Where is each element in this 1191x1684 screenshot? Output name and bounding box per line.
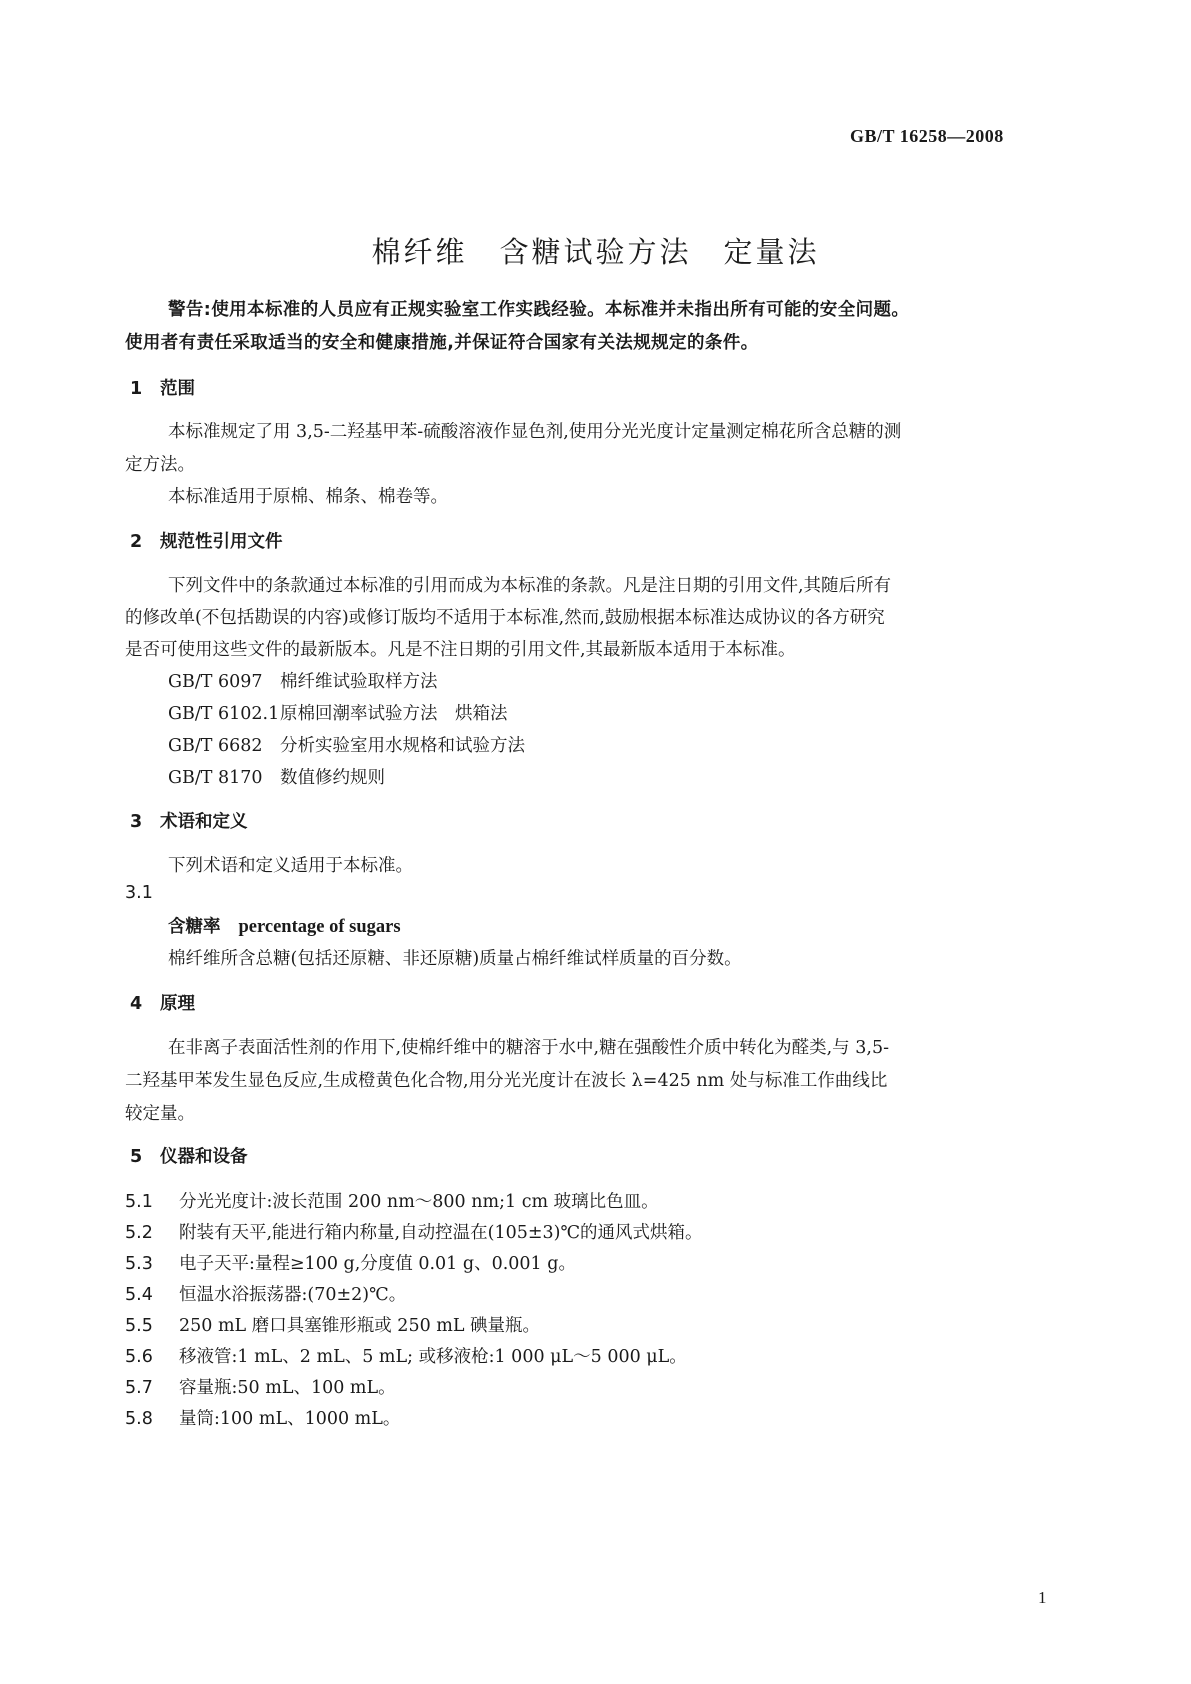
item-number: 5.1 [125,1192,153,1212]
section-number: 4 [130,994,143,1014]
section-title: 范围 [160,379,195,399]
paragraph-line: 本标准规定了用 3,5-二羟基甲苯-硫酸溶液作显色剂,使用分光光度计定量测定棉花所含总糖的测 [168,422,902,442]
reference-title: 棉纤维试验取样方法 [280,672,438,692]
item-text: 恒温水浴振荡器:(70±2)℃。 [179,1285,407,1305]
reference-item [168,700,508,725]
item-text: 分光光度计:波长范围 200 nm～800 nm;1 cm 玻璃比色皿。 [179,1192,659,1212]
reference-title: 原棉回潮率试验方法 烘箱法 [280,704,508,724]
item-text: 250 mL 磨口具塞锥形瓶或 250 mL 碘量瓶。 [179,1316,541,1336]
section-4-heading [130,990,195,1015]
reference-code: GB/T 8170 [168,768,263,788]
reference-code: GB/T 6102.1 [168,704,280,724]
paragraph-line: 本标准适用于原棉、棉条、棉卷等。 [168,487,448,507]
reference-code: GB/T 6682 [168,736,263,756]
document-title: 棉纤维 含糖试验方法 定量法 [371,235,820,269]
paragraph-line: 下列文件中的条款通过本标准的引用而成为本标准的条款。凡是注日期的引用文件,其随后所有 [168,576,892,596]
paragraph-line: 是否可使用这些文件的最新版本。凡是不注日期的引用文件,其最新版本适用于本标准。 [125,640,796,660]
section-number: 3 [130,812,143,832]
warning-line-1: 警告:使用本标准的人员应有正规实验室工作实践经验。本标准并未指出所有可能的安全问题。 [168,300,910,320]
item-number: 5.7 [125,1378,153,1398]
equipment-item [125,1188,659,1213]
paragraph-line: 定方法。 [125,455,195,475]
term-entry [168,913,401,938]
item-text: 容量瓶:50 mL、100 mL。 [179,1378,396,1398]
equipment-item [125,1374,396,1399]
term-english: percentage of sugars [238,917,401,937]
section-title: 仪器和设备 [160,1147,248,1167]
reference-title: 分析实验室用水规格和试验方法 [280,736,525,756]
item-text: 移液管:1 mL、2 mL、5 mL; 或移液枪:1 000 μL～5 000 μL。 [179,1347,687,1367]
item-number: 5.6 [125,1347,153,1367]
equipment-item [125,1405,400,1430]
section-title: 原理 [160,994,195,1014]
paragraph-line: 在非离子表面活性剂的作用下,使棉纤维中的糖溶于水中,糖在强酸性介质中转化为醛类,与 3,5- [168,1038,889,1058]
reference-code: GB/T 6097 [168,672,263,692]
equipment-item [125,1312,540,1337]
equipment-item [125,1250,576,1275]
reference-item [168,764,385,789]
paragraph-line: 下列术语和定义适用于本标准。 [168,856,413,876]
reference-title: 数值修约规则 [280,768,385,788]
paragraph-line: 二羟基甲苯发生显色反应,生成橙黄色化合物,用分光光度计在波长 λ=425 nm 处与标准工作曲线比 [125,1071,888,1091]
page-number: 1 [1038,1588,1047,1607]
paragraph-line: 较定量。 [125,1104,195,1124]
item-text: 附装有天平,能进行箱内称量,自动控温在(105±3)℃的通风式烘箱。 [179,1223,703,1243]
section-1-heading [130,375,195,400]
item-number: 5.8 [125,1409,153,1429]
item-text: 量筒:100 mL、1000 mL。 [179,1409,401,1429]
item-text: 电子天平:量程≥100 g,分度值 0.01 g、0.001 g。 [179,1254,576,1274]
section-title: 规范性引用文件 [160,532,283,552]
item-number: 5.4 [125,1285,153,1305]
equipment-item [125,1219,703,1244]
section-title: 术语和定义 [160,812,248,832]
subsection-number: 3.1 [125,883,153,903]
term-chinese: 含糖率 [168,917,221,937]
section-2-heading [130,528,283,553]
section-number: 1 [130,379,143,399]
equipment-item [125,1343,687,1368]
section-3-heading [130,808,248,833]
reference-item [168,668,438,693]
section-5-heading [130,1143,248,1168]
reference-item [168,732,525,757]
equipment-item [125,1281,406,1306]
item-number: 5.2 [125,1223,153,1243]
term-definition: 棉纤维所含总糖(包括还原糖、非还原糖)质量占棉纤维试样质量的百分数。 [168,949,742,969]
item-number: 5.5 [125,1316,153,1336]
section-number: 5 [130,1147,143,1167]
warning-line-2: 使用者有责任采取适当的安全和健康措施,并保证符合国家有关法规规定的条件。 [125,333,759,353]
section-number: 2 [130,532,143,552]
standard-code: GB/T 16258—2008 [850,126,1004,146]
paragraph-line: 的修改单(不包括勘误的内容)或修订版均不适用于本标准,然而,鼓励根据本标准达成协议的各方研究 [125,608,885,628]
item-number: 5.3 [125,1254,153,1274]
